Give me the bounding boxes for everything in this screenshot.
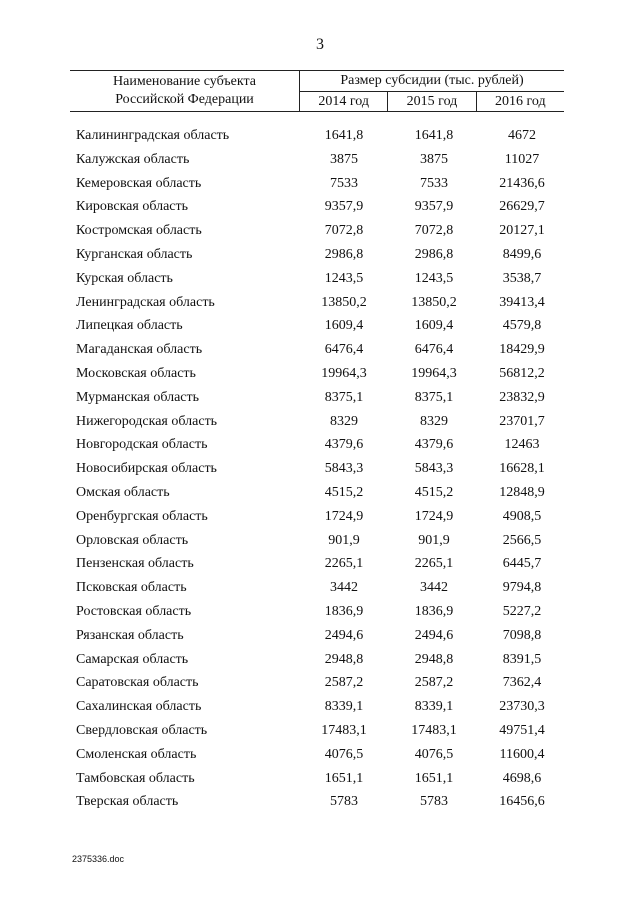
value-2014: 2265,1 [324,556,364,572]
value-2014: 8329 [330,413,358,429]
value-2015: 901,9 [418,532,450,548]
table-row [0,648,640,672]
table-row [0,624,640,648]
table-row [0,338,640,362]
value-2015: 1243,5 [414,270,454,286]
value-2016: 12848,9 [499,484,545,500]
value-2016: 11600,4 [499,746,545,762]
table-row [0,291,640,315]
value-2016: 56812,2 [499,365,545,381]
table-row [0,457,640,481]
region-name: Самарская область [76,651,189,667]
value-2014: 3875 [330,151,358,167]
value-2016: 26629,7 [499,199,545,215]
value-2015: 1651,1 [414,770,454,786]
value-2014: 1724,9 [324,508,364,524]
value-2014: 1243,5 [324,270,364,286]
value-2016: 39413,4 [499,294,545,310]
value-2014: 2494,6 [324,627,364,643]
header-region-name-line2: Российской Федерации [115,92,254,107]
table-row [0,529,640,553]
value-2015: 13850,2 [411,294,457,310]
region-name: Новосибирская область [76,461,217,477]
region-name: Калининградская область [76,128,230,143]
table-row [0,695,640,719]
value-2014: 13850,2 [321,294,367,310]
table-row [0,410,640,434]
region-name: Новгородская область [76,437,208,453]
value-2015: 19964,3 [411,365,457,381]
region-name: Орловская область [76,532,189,548]
region-name: Свердловская область [76,722,208,738]
header-region-name-line1: Наименование субъекта [113,74,256,89]
region-name: Омская область [76,484,170,500]
header-year-2014: 2014 год [318,94,369,109]
table-row [0,505,640,529]
region-name: Тамбовская область [76,770,195,786]
value-2016: 49751,4 [499,722,545,738]
value-2014: 7533 [330,175,358,191]
value-2014: 8339,1 [324,699,364,715]
footer-filename: 2375336.doc [72,854,125,864]
value-2014: 1836,9 [324,603,364,619]
table-row [0,481,640,505]
value-2015: 8339,1 [414,699,454,715]
value-2015: 7533 [420,175,448,191]
value-2014: 2948,8 [324,651,364,667]
value-2015: 5783 [420,794,448,810]
value-2014: 2986,8 [324,246,364,262]
region-name: Магаданская область [76,342,203,358]
value-2015: 2948,8 [414,651,454,667]
table-row [0,195,640,219]
value-2014: 5783 [330,794,358,810]
value-2014: 3442 [330,580,358,596]
value-2016: 23701,7 [499,413,545,429]
region-name: Курская область [76,270,173,286]
value-2015: 2265,1 [414,556,454,572]
value-2015: 1836,9 [414,603,454,619]
region-name: Оренбургская область [76,508,208,524]
value-2016: 7362,4 [502,675,542,691]
value-2016: 6445,7 [502,556,542,572]
value-2016: 20127,1 [499,223,545,239]
value-2015: 6476,4 [414,342,454,358]
value-2016: 7098,8 [502,627,542,643]
value-2016: 16456,6 [499,794,545,810]
value-2015: 8375,1 [414,389,454,405]
header-subsidy [300,71,564,111]
region-name: Костромская область [76,223,202,239]
value-2015: 1609,4 [414,318,454,334]
table-row [0,600,640,624]
region-name: Кировская область [76,199,189,215]
value-2016: 3538,7 [502,270,542,286]
value-2015: 17483,1 [411,722,457,738]
value-2016: 4672 [508,128,536,143]
region-name: Курганская область [76,246,193,262]
table-row [0,671,640,695]
header-year-2015: 2015 год [387,92,475,111]
value-2015: 5843,3 [414,461,454,477]
region-name: Липецкая область [76,318,183,334]
value-2016: 2566,5 [502,532,542,548]
table-row [0,314,640,338]
region-name: Ростовская область [76,603,192,619]
value-2016: 5227,2 [502,603,542,619]
table-row [0,219,640,243]
table-row [0,172,640,196]
table-row [0,743,640,767]
value-2016: 23730,3 [499,699,545,715]
table-row [0,719,640,743]
value-2014: 6476,4 [324,342,364,358]
value-2014: 19964,3 [321,365,367,381]
value-2014: 1641,8 [324,128,364,143]
region-name: Калужская область [76,151,190,167]
table-row [0,148,640,172]
value-2015: 3875 [420,151,448,167]
value-2015: 7072,8 [414,223,454,239]
header-years [300,92,564,111]
value-2014: 8375,1 [324,389,364,405]
value-2016: 12463 [504,437,540,453]
value-2015: 3442 [420,580,448,596]
value-2016: 16628,1 [499,461,545,477]
table-row [0,124,640,148]
header-year-2016: 2016 год [476,92,564,111]
region-name: Московская область [76,365,196,381]
table-row [0,767,640,791]
table-header [70,70,564,112]
region-name: Рязанская область [76,627,184,643]
value-2016: 23832,9 [499,389,545,405]
value-2014: 9357,9 [324,199,364,215]
region-name: Мурманская область [76,389,200,405]
value-2015: 1641,8 [414,128,454,143]
table-row [0,243,640,267]
value-2015: 2494,6 [414,627,454,643]
table-row [0,362,640,386]
value-2016: 4579,8 [502,318,542,334]
value-2014: 17483,1 [321,722,367,738]
table-row [0,386,640,410]
value-2014: 7072,8 [324,223,364,239]
value-2014: 5843,3 [324,461,364,477]
table-body [0,124,640,814]
region-name: Сахалинская область [76,699,202,715]
value-2015: 8329 [420,413,448,429]
region-name: Псковская область [76,580,187,596]
header-subsidy-title: Размер субсидии (тыс. рублей) [300,71,564,92]
value-2014: 1651,1 [324,770,364,786]
value-2016: 4698,6 [502,770,542,786]
region-name: Саратовская область [76,675,199,691]
value-2015: 4515,2 [414,484,454,500]
value-2016: 11027 [504,151,540,167]
value-2016: 18429,9 [499,342,545,358]
value-2015: 4379,6 [414,437,454,453]
value-2016: 8499,6 [502,246,542,262]
region-name: Ленинградская область [76,294,215,310]
value-2016: 4908,5 [502,508,542,524]
region-name: Смоленская область [76,746,197,762]
value-2016: 8391,5 [502,651,542,667]
table-row [0,433,640,457]
value-2016: 21436,6 [499,175,545,191]
region-name: Тверская область [76,794,179,810]
table-row [0,790,640,814]
table-row [0,576,640,600]
value-2015: 1724,9 [414,508,454,524]
value-2015: 2986,8 [414,246,454,262]
header-region-name [70,71,300,111]
value-2016: 9794,8 [502,580,542,596]
value-2014: 1609,4 [324,318,364,334]
value-2014: 4379,6 [324,437,364,453]
region-name: Кемеровская область [76,175,202,191]
value-2015: 4076,5 [414,746,454,762]
value-2014: 4076,5 [324,746,364,762]
region-name: Нижегородская область [76,413,218,429]
value-2014: 2587,2 [324,675,364,691]
value-2014: 901,9 [328,532,360,548]
value-2014: 4515,2 [324,484,364,500]
page-number: 3 [316,36,324,53]
value-2015: 2587,2 [414,675,454,691]
table-row [0,552,640,576]
table-row [0,267,640,291]
value-2015: 9357,9 [414,199,454,215]
region-name: Пензенская область [76,556,194,572]
